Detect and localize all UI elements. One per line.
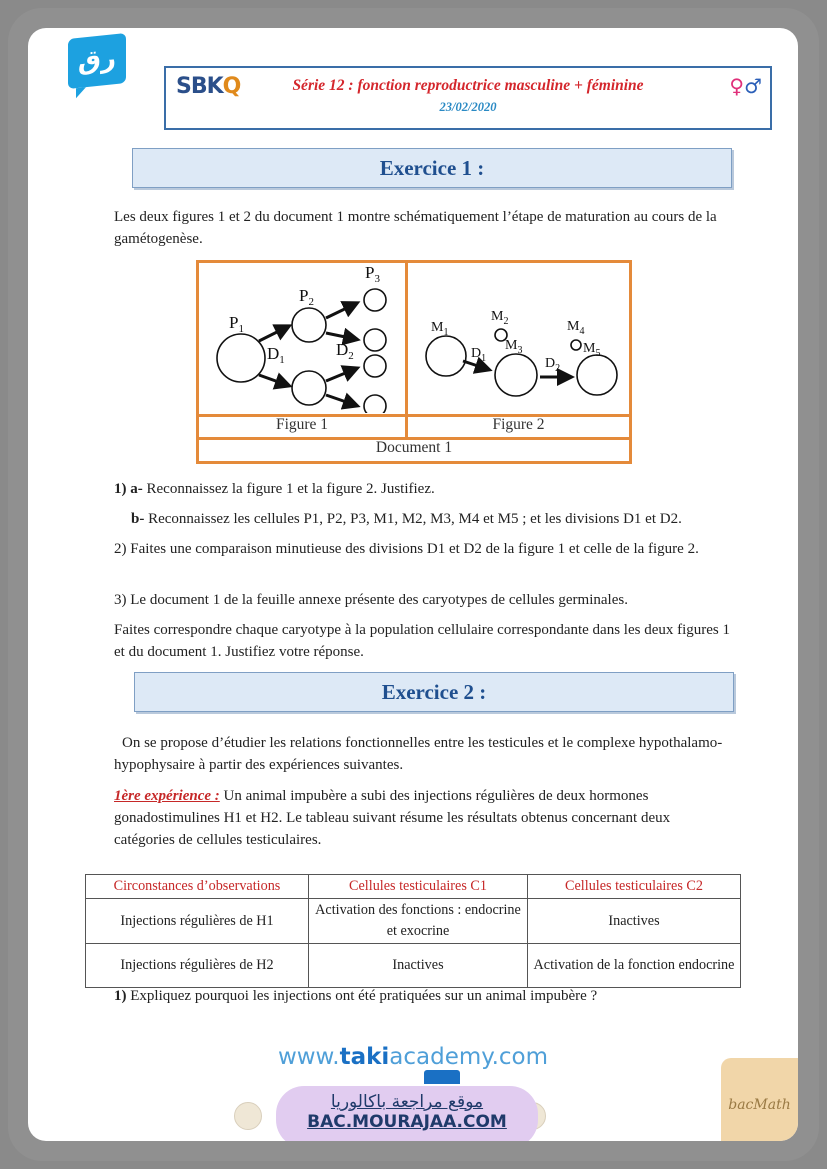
ex1-intro: Les deux figures 1 et 2 du document 1 montre schématiquement l’étape de maturation au cours de la gamétogenèse. [114,209,717,247]
ex2-intro: On se propose d’étudier les relations fonctionnelles entre les testicules et le complexe hypothalamo-hypophysaire à partir des expériences suivantes. [114,735,723,773]
label-m4: $M_4$ [567,319,585,337]
cell-p3-1 [364,289,386,311]
table-cell: Injections régulières de H2 [86,944,309,988]
ex1-q1b [131,508,771,530]
app-logo [68,33,126,89]
label-fig2-d2: $D_2$ [545,356,561,374]
ex2-q1 [114,985,754,1007]
series-header [164,66,772,130]
bac-arabic-title: موقع مراجعة باكالوريا [330,1092,484,1112]
q1b-label: b- [131,511,145,527]
document-1-figure [196,260,632,464]
table-cell: Activation de la fonction endocrine [528,944,741,988]
label-d1: $D_1$ [267,344,285,366]
cell-p3-2 [364,329,386,351]
table-row [86,899,741,944]
table-header-row [86,875,741,899]
q1a-text: Reconnaissez la figure 1 et la figure 2. Justifiez. [146,481,435,497]
results-table [85,874,741,988]
cell-p2-bottom [292,371,326,405]
figure-2-caption: Figure 2 [492,416,545,433]
experience-label: 1ère expérience : [114,788,220,804]
cell-p1 [217,334,265,382]
ex1-q3-more: Faites correspondre chaque caryotype à la population cellulaire correspondante dans les deux figures 1 et du document 1. Justifiez votre réponse. [114,622,731,660]
ex2-experience-1 [114,785,734,851]
table-row [86,944,741,988]
label-m3: $M_3$ [505,338,523,356]
footer-decoration [424,1070,460,1084]
cell-p3-3 [364,355,386,377]
label-m1: $M_1$ [431,320,449,338]
table-cell: Inactives [528,899,741,944]
bac-mourajaa-banner[interactable] [276,1086,538,1141]
brand-left: SBK [176,74,223,99]
male-icon: ♂ [744,74,762,98]
table-cell: Injections régulières de H1 [86,899,309,944]
label-m5: $M_5$ [583,341,601,359]
table-header: Cellules testiculaires C2 [528,875,741,899]
url-brand: taki [339,1044,390,1070]
arrow-d1-top [259,327,287,341]
arrow-d2-1 [326,304,355,318]
q1b-text: Reconnaissez les cellules P1, P2, P3, M1, M2, M3, M4 et M5 ; et les divisions D1 et D2. [148,511,682,527]
label-p1: $P_1$ [229,313,244,335]
exercise-2-title: Exercice 2 : [134,672,734,712]
brand-right: Q [222,74,241,99]
url-prefix: www. [277,1044,340,1070]
label-d2: $D_2$ [336,340,354,362]
q1a-label: 1) a- [114,481,143,497]
q1-label: 1) [114,988,127,1004]
arrow-d2-4 [326,395,355,405]
series-title: Série 12 : fonction reproductrice masculine + féminine [292,77,644,94]
female-icon: ♀ [729,74,745,98]
ex1-q3: 3) Le document 1 de la feuille annexe présente des caryotypes de cellules germinales. [114,592,628,608]
label-m2: $M_2$ [491,309,509,327]
arrow-d2-3 [326,369,355,381]
label-p2: $P_2$ [299,286,314,308]
table-cell: Activation des fonctions : endocrine et exocrine [309,899,528,944]
table-header: Cellules testiculaires C1 [309,875,528,899]
cell-m3 [495,354,537,396]
bac-logo-icon [234,1102,262,1130]
bac-latin-title: BAC.MOURAJAA.COM [307,1112,507,1132]
bacmath-badge: bacMath [721,1058,798,1141]
arrow-d1-bottom [259,375,287,385]
cell-p2-top [292,308,326,342]
table-cell: Inactives [309,944,528,988]
label-fig2-d1: $D_1$ [471,346,487,364]
cell-m4 [571,340,581,350]
document-caption: Document 1 [375,439,453,456]
label-p3: $P_3$ [365,263,380,285]
cell-p3-4 [364,395,386,413]
document-page [28,28,798,1141]
app-logo-text: رق [77,42,117,78]
figure-1-caption: Figure 1 [275,416,329,433]
footer-url[interactable] [28,1044,798,1070]
series-date: 23/02/2020 [439,100,497,114]
cell-m5 [577,355,617,395]
arrow-d2-2 [326,333,355,339]
ex1-q2: 2) Faites une comparaison minutieuse des divisions D1 et D2 de la figure 1 et celle de la figure 2. [114,541,699,557]
exercise-1-title: Exercice 1 : [132,148,732,188]
table-header: Circonstances d’observations [86,875,309,899]
q1-text: Expliquez pourquoi les injections ont été pratiquées sur un animal impubère ? [130,988,598,1004]
cell-m1 [426,336,466,376]
experience-text: Un animal impubère a subi des injections régulières de deux hormones gonadostimulines H1 et H2. Le tableau suivant résume les résultats obtenus concernant deux catégories de cellules testiculaires. [114,788,671,848]
meiosis-diagram [199,263,629,413]
ex1-q1a [114,478,754,500]
gender-icon [729,74,762,98]
url-suffix: academy.com [389,1044,549,1070]
